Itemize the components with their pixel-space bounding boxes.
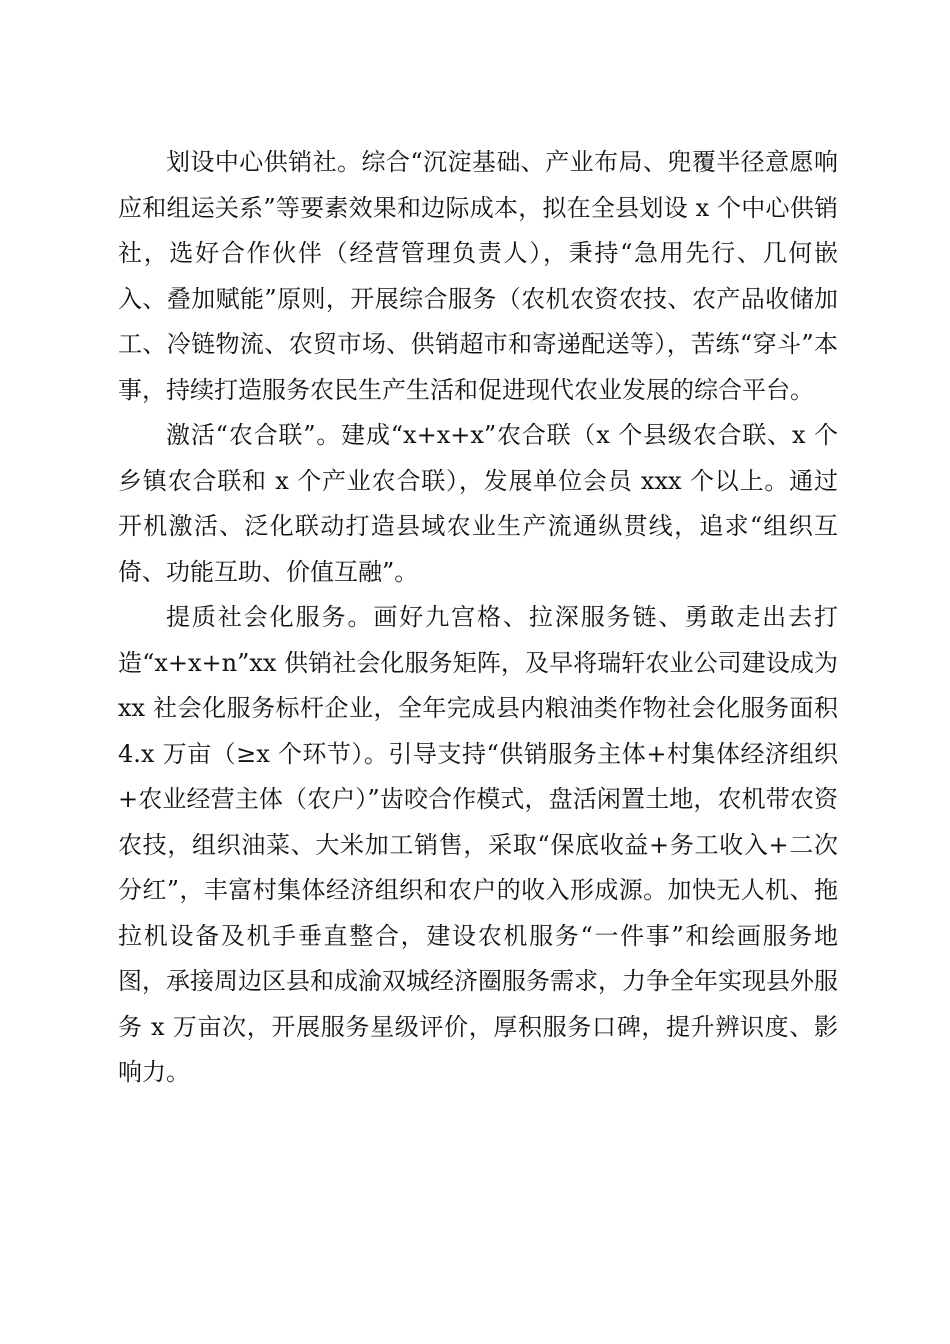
document-body xyxy=(118,140,838,1096)
paragraph-social-services: 提质社会化服务。画好九宫格、拉深服务链、勇敢走出去打造“x+x+n”xx 供销社会化服务矩阵，及早将瑞轩农业公司建设成为 xx 社会化服务标杆企业，全年完成县内粮油类作物社会化服务面积 4.x 万亩（≥x 个环节）。引导支持“供销服务主体+村集体经济组织+农业经营主体（农户）”齿咬合作模式，盘活闲置土地，农机带农资农技，组织油菜、大米加工销售，采取“保底收益+务工收入+二次分红”，丰富村集体经济组织和农户的收入形成源。加快无人机、拖拉机设备及机手垂直整合，建设农机服务“一件事”和绘画服务地图，承接周边区县和成渝双城经济圈服务需求，力争全年实现县外服务 x 万亩次，开展服务星级评价，厚积服务口碑，提升辨识度、影响力。 xyxy=(118,603,838,1086)
paragraph-farmer-federation: 激活“农合联”。建成“x+x+x”农合联（x 个县级农合联、x 个乡镇农合联和 x 个产业农合联），发展单位会员 xxx 个以上。通过开机激活、泛化联动打造县域农业生产流通纵贯线，追求“组织互倚、功能互助、价值互融”。 xyxy=(118,421,838,586)
paragraph-central-cooperative: 划设中心供销社。综合“沉淀基础、产业布局、兜覆半径意愿响应和组运关系”等要素效果和边际成本，拟在全县划设 x 个中心供销社，选好合作伙伴（经营管理负责人），秉持“急用先行、几何嵌入、叠加赋能”原则，开展综合服务（农机农资农技、农产品收储加工、冷链物流、农贸市场、供销超市和寄递配送等），苦练“穿斗”本事，持续打造服务农民生产生活和促进现代农业发展的综合平台。 xyxy=(118,148,838,404)
